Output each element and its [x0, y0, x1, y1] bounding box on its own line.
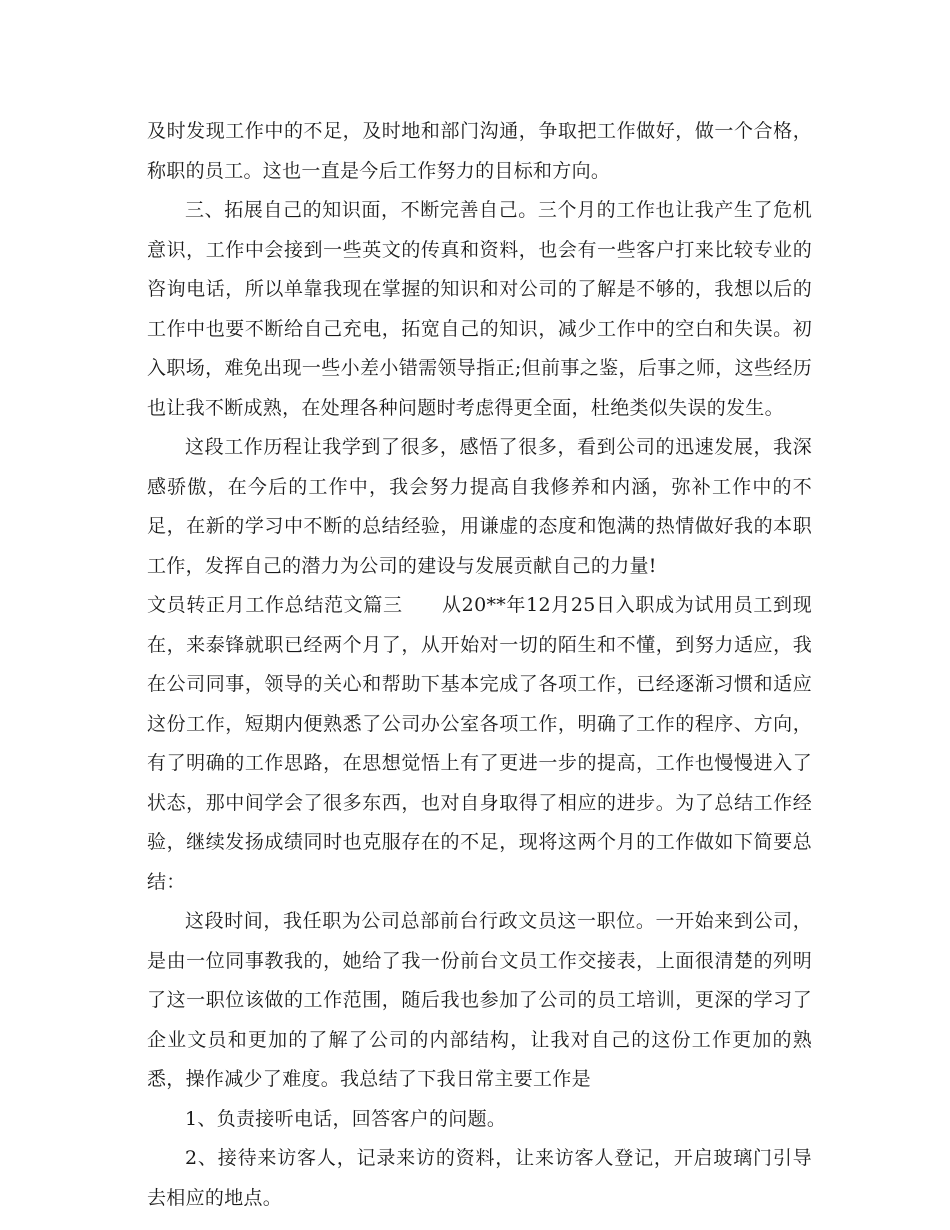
- section-heading-paragraph: [147, 586, 812, 902]
- section-heading-text: 从20**年12月25日入职成为试用员工到现在，来泰锋就职已经两个月了，从开始对一切的陌生和不懂，到努力适应，我在公司同事，领导的关心和帮助下基本完成了各项工作，已经逐渐习惯和适应这份工作，短期内便熟悉了公司办公室各项工作，明确了工作的程序、方向，有了明确的工作思路，在思想觉悟上有了更进一步的提高，工作也慢慢进入了状态，那中间学会了很多东西，也对自身取得了相应的进步。为了总结工作经验，继续发扬成绩同时也克服存在的不足，现将这两个月的工作做如下简要总结：: [147, 594, 813, 893]
- list-item-phone: 1、负责接听电话，回答客户的问题。: [185, 1107, 507, 1130]
- section-heading-title: 文员转正月工作总结范文篇三: [147, 594, 403, 616]
- paragraph-point-three: 三、拓展自己的知识面，不断完善自己。三个月的工作也让我产生了危机意识，工作中会接到一些英文的传真和资料，也会有一些客户打来比较专业的咨询电话，所以单靠我现在掌握的知识和对公司的了解是不够的，我想以后的工作中也要不断给自己充电，拓宽自己的知识，减少工作中的空白和失误。初入职场，难免出现一些小差小错需领导指正;但前事之鉴，后事之师，这些经历也让我不断成熟，在处理各种问题时考虑得更全面，杜绝类似失误的发生。: [147, 199, 812, 419]
- section-heading-gap: [403, 594, 442, 616]
- paragraph-job-description: 这段时间，我任职为公司总部前台行政文员这一职位。一开始来到公司，是由一位同事教我的，她给了我一份前台文员工作交接表，上面很清楚的列明了这一职位该做的工作范围，随后我也参加了公司的员工培训，更深的学习了企业文员和更加的了解了公司的内部结构，让我对自己的这份工作更加的熟悉，操作减少了难度。我总结了下我日常主要工作是: [147, 910, 812, 1090]
- paragraph-continuation: 及时发现工作中的不足，及时地和部门沟通，争取把工作做好，做一个合格，称职的员工。这也一直是今后工作努力的目标和方向。: [147, 120, 812, 182]
- document-body: [147, 112, 812, 1218]
- list-item-reception: 2、接待来访客人，记录来访的资料，让来访客人登记，开启玻璃门引导去相应的地点。: [147, 1147, 812, 1209]
- paragraph-reflection: 这段工作历程让我学到了很多，感悟了很多，看到公司的迅速发展，我深感骄傲，在今后的工作中，我会努力提高自我修养和内涵，弥补工作中的不足，在新的学习中不断的总结经验，用谦虚的态度和饱满的热情做好我的本职工作，发挥自己的潜力为公司的建设与发展贡献自己的力量!: [147, 436, 812, 577]
